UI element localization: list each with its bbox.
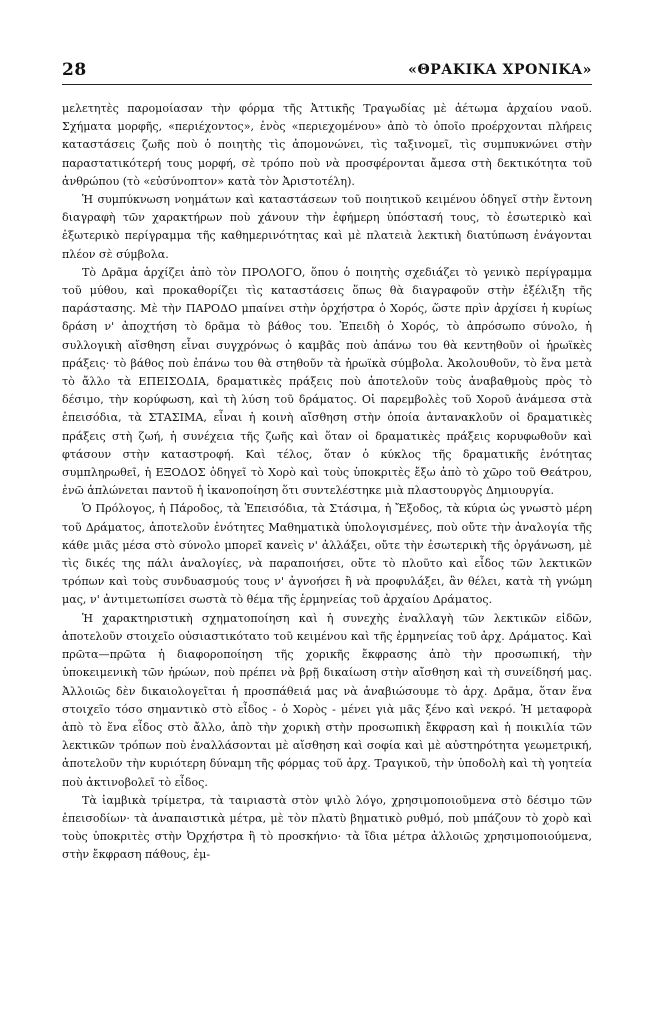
- paragraph: Τὰ ἰαμβικὰ τρίμετρα, τὰ ταιριαστὰ στὸν ψιλὸ λόγο, χρησιμοποιοῦμενα στὸ δέσιμο τῶν ἐπεισοδίων· τὰ ἀναπαιστικὰ μέτρα, μὲ τὸν πλατὺ βηματικὸ ρυθμό, ποὺ μπάζουν τὸ χορὸ καὶ τοὺς ὑποκριτὲς στὴν Ὀρχήστρα ἢ τὸ προσκήνιο· τὰ ἴδια μέτρα ἀλλοιῶς χρησιμοποιούμενα, στὴν ἔκφραση πάθους, ἐμ-: [62, 793, 592, 862]
- page-header: [62, 60, 592, 82]
- paragraph: Ἡ χαρακτηριστικὴ σχηματοποίηση καὶ ἡ συνεχὴς ἐναλλαγὴ τῶν λεκτικῶν εἰδῶν, ἀποτελοῦν στοιχεῖο οὐσιαστικότατο τοῦ κειμένου καὶ τῆς ἑρμηνείας τοῦ ἀρχ. Δράματος. Καὶ πρῶτα—πρῶτα ἡ διαφοροποίηση τῆς χορικῆς ἔκφρασης ἀπὸ τὴν προσωπική, τὴν ὑποκειμενικὴ τῶν ἡρώων, ποὺ πρέπει νὰ βρῇ δικαίωση στὴν αἴσθηση καὶ τὴ συνείδησή μας. Ἀλλοιῶς δὲν δικαιολογεῖται ἡ προσπάθειά μας νὰ ἀναβιώσουμε τὸ ἀρχ. Δρᾶμα, ὅταν ἕνα στοιχεῖο τόσο σημαντικὸ στὸ εἶδος - ὁ Χορὸς - μένει γιὰ μᾶς ξένο καὶ νεκρό. Ἡ μεταφορὰ ἀπὸ τὸ ἕνα εἶδος στὸ ἄλλο, ἀπὸ τὴν χορικὴ στὴν προσωπικὴ ἔκφραση καὶ ἡ ποικιλία τῶν λεκτικῶν τρόπων ποὺ ἐναλλάσονται μὲ αἴσθηση καὶ σοφία καὶ μὲ αὐστηρότητα γεωμετρική, ἀποτελοῦν τὴν κυριότερη δύναμη τῆς φόρμας τοῦ ἀρχ. Τραγικοῦ, τὴν ὑποδολὴ καὶ τὴ γοητεία ποὺ ἀκτινοβολεῖ τὸ εἶδος.: [62, 611, 592, 789]
- running-title: «ΘΡΑΚΙΚΑ ΧΡΟΝΙΚΑ»: [408, 62, 592, 78]
- paragraph: Ἡ συμπύκνωση νοημάτων καὶ καταστάσεων τοῦ ποιητικοῦ κειμένου ὁδηγεῖ στὴν ἔντονη διαγραφὴ τῶν χαρακτήρων ποὺ χάνουν τὴν ἐφήμερη ὑπόστασή τους, τὸ ἐσωτερικὸ καὶ ἐξωτερικὸ περίγραμμα τῆς καθημερινότητας καὶ μὲ πλατειὰ λεκτικὴ διατύπωση ἐνάγονται πλέον σὲ σύμβολα.: [62, 193, 592, 261]
- paragraph: Ὁ Πρόλογος, ἡ Πάροδος, τὰ Ἐπεισόδια, τὰ Στάσιμα, ἡ Ἔξοδος, τὰ κύρια ὡς γνωστὸ μέρη τοῦ Δράματος, ἀποτελοῦν ἑνότητες Μαθηματικὰ ὑπολογισμένες, ποὺ οὔτε τὴν ἀναλογία τῆς κάθε μιᾶς μέσα στὸ σύνολο μπορεῖ κανεὶς ν' ἀλλάξει, οὔτε τὴν ἐσωτερικὴ τῆς ὀργάνωση, μὲ τὶς δικές της πάλι ἀναλογίες, νὰ παραποιήσει, οὔτε τὸ πλοῦτο καὶ εἶδος τῶν λεκτικῶν τρόπων καὶ τοὺς συνδυασμούς τους ν' ἀγνοήσει ἢ νὰ προφυλάξει, ἂν θέλει, κατὰ τὴ γνώμη μας, ν' ἀντιμετωπίσει σωστὰ τὸ θέμα τῆς ἑρμηνείας τοῦ ἀρχαίου Δράματος.: [62, 502, 592, 607]
- paragraph: Τὸ Δρᾶμα ἀρχίζει ἀπὸ τὸν ΠΡΟΛΟΓΟ, ὅπου ὁ ποιητὴς σχεδιάζει τὸ γενικὸ περίγραμμα τοῦ μύθου, καὶ προκαθορίζει τὶς καταστάσεις ὅπως θὰ διαγραφοῦν στὴν ἐξέλιξη τῆς παράστασης. Μὲ τὴν ΠΑΡΟΔΟ μπαίνει στὴν ὀρχήστρα ὁ Χορός, ὥστε πρὶν ἀρχίσει ἡ κυρίως δράση ν' ἀποχτήση τὸ δρᾶμα τὸ βάθος του. Ἐπειδὴ ὁ Χορός, τὸ ἀπρόσωπο σύνολο, ἡ συλλογικὴ αἴσθηση εἶναι συγχρόνως ὁ καμβᾶς ποὺ ἀπάνω του θὰ κεντηθοῦν οἱ ἡρωϊκὲς πράξεις· τὸ βάθος ποὺ ἐπάνω του θὰ στηθοῦν τὰ ἡρωϊκὰ σύμβολα. Ἀκολουθοῦν, τὸ ἕνα μετὰ τὸ ἄλλο τὰ ΕΠΕΙΣΟΔΙΑ, δραματικὲς πράξεις ποὺ ἀποτελοῦν τοὺς ἀναβαθμοὺς πρὸς τὸ δέσιμο, τὴν κορύφωση, καὶ τὴ λύση τοῦ δράματος. Οἱ παρεμβολὲς τοῦ Χοροῦ ἀνάμεσα στὰ ἐπεισόδια, τὰ ΣΤΑΣΙΜΑ, εἶναι ἡ κοινὴ αἴσθηση στὴν ὁποία ἀντανακλοῦν οἱ δραματικὲς πράξεις στὴ ζωή, ἡ συνέχεια τῆς ζωῆς καὶ ὅταν οἱ δραματικὲς πράξεις κορυφωθοῦν καὶ φτάσουν στὴν καταστροφή. Καὶ τέλος, ὅταν ὁ κύκλος τῆς δραματικῆς ἑνότητας συμπληρωθεῖ, ἡ ΕΞΟΔΟΣ ὁδηγεῖ τὸ Χορὸ καὶ τοὺς ὑποκριτὲς ἔξω ἀπὸ τὸ χῶρο τοῦ Θεάτρου, ἐνῶ ἁπλώνεται παντοῦ ἡ ἱκανοποίηση ὅτι συντελέστηκε μιὰ πλαστουργὸς Δημιουργία.: [62, 265, 592, 498]
- page-number: 28: [62, 60, 87, 80]
- body-text: [62, 100, 592, 865]
- paragraph: μελετητὲς παρομοίασαν τὴν φόρμα τῆς Ἀττικῆς Τραγωδίας μὲ ἀέτωμα ἀρχαίου ναοῦ. Σχήματα μορφῆς, «περιέχοντος», ἑνὸς «περιεχομένου» ἀπὸ τὸ ὁποῖο προέρχονται πλήρεις καταστάσεις ζωῆς ποὺ ὁ ποιητὴς τὶς ἀπομονώνει, τὶς ταξινομεῖ, τὶς συμπυκνώνει στὴν παραστατικότερή τους μορφή, σὲ τρόπο ποὺ νὰ προσφέρονται ἄμεσα στὴ δεκτικότητα τοῦ ἀνθρώπου (τὸ «εὐσύνοπτον» κατὰ τὸν Ἀριστοτέλη).: [62, 102, 592, 188]
- header-rule: [62, 84, 592, 85]
